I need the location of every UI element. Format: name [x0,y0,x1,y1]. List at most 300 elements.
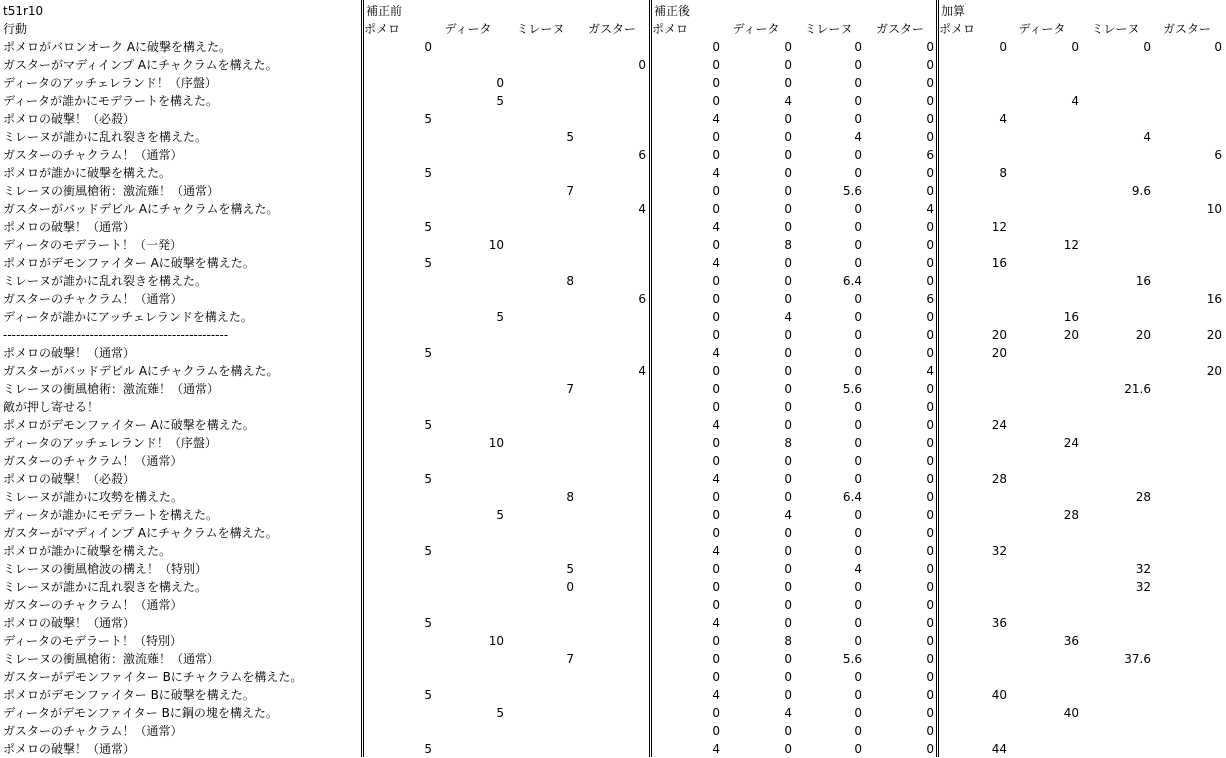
value-cell-sum[interactable] [1162,380,1222,398]
value-cell-after[interactable]: 0 [854,40,862,54]
value-cell-sum[interactable]: 44 [991,742,1007,756]
value-cell-before[interactable] [444,164,504,182]
value-cell-before[interactable] [586,650,646,668]
value-cell-after[interactable]: 0 [926,472,934,486]
value-cell-sum[interactable] [1019,110,1079,128]
value-cell-after[interactable]: 0 [926,76,934,90]
value-cell-after[interactable]: 0 [854,94,862,108]
value-cell-before[interactable] [372,362,432,380]
value-cell-after[interactable]: 0 [784,418,792,432]
action-cell[interactable]: ガスターがデモンファイター Bにチャクラムを構えた。 [3,670,303,684]
value-cell-after[interactable]: 0 [854,634,862,648]
value-cell-after[interactable]: 6 [926,148,934,162]
value-cell-after[interactable]: 0 [712,310,720,324]
value-cell-sum[interactable] [1162,596,1222,614]
value-cell-after[interactable]: 0 [926,616,934,630]
value-cell-before[interactable]: 0 [424,40,432,54]
value-cell-before[interactable] [372,56,432,74]
value-cell-sum[interactable] [1091,668,1151,686]
value-cell-sum[interactable] [1091,686,1151,704]
value-cell-sum[interactable] [1019,470,1079,488]
value-cell-after[interactable]: 6.4 [842,274,862,288]
value-cell-after[interactable]: 0 [784,652,792,666]
column-header-sum-2[interactable]: ミレーヌ [1091,22,1140,36]
action-cell[interactable]: ガスターがバッドデビル Aにチャクラムを構えた。 [3,202,279,216]
value-cell-after[interactable]: 0 [854,526,862,540]
value-cell-before[interactable]: 0 [638,58,646,72]
value-cell-before[interactable]: 5 [424,418,432,432]
value-cell-after[interactable]: 0 [712,328,720,342]
value-cell-sum[interactable] [947,506,1007,524]
value-cell-before[interactable] [372,722,432,740]
action-cell[interactable]: ミレーヌが誰かに乱れ裂きを構えた。 [3,274,208,288]
value-cell-after[interactable]: 4 [784,706,792,720]
value-cell-before[interactable] [372,434,432,452]
value-cell-before[interactable] [372,560,432,578]
action-cell[interactable]: ガスターがマディインプ Aにチャクラムを構えた。 [3,526,278,540]
value-cell-after[interactable]: 0 [712,274,720,288]
value-cell-before[interactable]: 5 [424,472,432,486]
value-cell-before[interactable] [372,272,432,290]
value-cell-sum[interactable]: 32 [991,544,1007,558]
value-cell-after[interactable]: 0 [854,346,862,360]
value-cell-after[interactable]: 0 [854,616,862,630]
value-cell-after[interactable]: 0 [926,346,934,360]
value-cell-sum[interactable]: 12 [991,220,1007,234]
value-cell-after[interactable]: 0 [926,328,934,342]
value-cell-sum[interactable]: 36 [1063,634,1079,648]
value-cell-sum[interactable] [947,560,1007,578]
action-cell[interactable]: ミレーヌの衝風槍波の構え！（特別） [3,562,208,576]
value-cell-after[interactable]: 0 [784,688,792,702]
value-cell-sum[interactable] [1019,614,1079,632]
value-cell-before[interactable] [586,524,646,542]
value-cell-before[interactable] [514,362,574,380]
value-cell-sum[interactable] [947,200,1007,218]
value-cell-before[interactable] [514,470,574,488]
value-cell-after[interactable]: 0 [854,58,862,72]
column-header-before-3[interactable]: ガスター [587,22,636,36]
action-cell[interactable]: ディータのアッチェレランド！（序盤） [3,76,217,90]
value-cell-sum[interactable] [1091,596,1151,614]
action-cell[interactable]: ポメロがバロンオーク Aに破撃を構えた。 [3,40,232,54]
value-cell-before[interactable] [372,524,432,542]
value-cell-before[interactable] [444,146,504,164]
action-cell[interactable]: ミレーヌが誰かに攻勢を構えた。 [3,490,184,504]
value-cell-after[interactable]: 0 [784,328,792,342]
value-cell-after[interactable]: 0 [854,580,862,594]
value-cell-after[interactable]: 0 [712,526,720,540]
value-cell-after[interactable]: 0 [926,94,934,108]
value-cell-after[interactable]: 0 [854,256,862,270]
value-cell-sum[interactable] [947,596,1007,614]
value-cell-after[interactable]: 0 [712,58,720,72]
value-cell-sum[interactable] [947,632,1007,650]
value-cell-after[interactable]: 8 [784,238,792,252]
value-cell-before[interactable] [372,506,432,524]
value-cell-sum[interactable] [1091,290,1151,308]
value-cell-after[interactable]: 0 [784,220,792,234]
value-cell-before[interactable]: 5 [496,508,504,522]
value-cell-before[interactable] [586,452,646,470]
value-cell-before[interactable]: 8 [566,490,574,504]
value-cell-before[interactable] [586,110,646,128]
value-cell-before[interactable] [514,110,574,128]
value-cell-sum[interactable] [1091,452,1151,470]
value-cell-sum[interactable] [1019,398,1079,416]
value-cell-before[interactable] [514,38,574,56]
value-cell-after[interactable]: 4 [926,364,934,378]
value-cell-sum[interactable] [1162,182,1222,200]
value-cell-sum[interactable]: 16 [1206,292,1222,306]
value-cell-sum[interactable] [947,56,1007,74]
column-header-after-0[interactable]: ポメロ [652,22,689,36]
value-cell-sum[interactable]: 12 [1063,238,1079,252]
value-cell-sum[interactable] [947,272,1007,290]
value-cell-sum[interactable] [1019,668,1079,686]
value-cell-sum[interactable] [1019,344,1079,362]
value-cell-after[interactable]: 0 [784,616,792,630]
value-cell-sum[interactable] [1019,722,1079,740]
value-cell-sum[interactable] [1019,416,1079,434]
value-cell-before[interactable] [444,650,504,668]
value-cell-after[interactable]: 0 [926,724,934,738]
value-cell-sum[interactable] [947,146,1007,164]
value-cell-before[interactable]: 8 [566,274,574,288]
value-cell-after[interactable]: 0 [712,40,720,54]
value-cell-sum[interactable] [947,74,1007,92]
value-cell-before[interactable] [372,326,432,344]
value-cell-sum[interactable] [1162,344,1222,362]
value-cell-before[interactable] [586,236,646,254]
value-cell-sum[interactable]: 10 [1206,202,1222,216]
value-cell-after[interactable]: 0 [854,202,862,216]
value-cell-after[interactable]: 0 [712,184,720,198]
value-cell-after[interactable]: 0 [712,706,720,720]
value-cell-after[interactable]: 4 [712,688,720,702]
value-cell-before[interactable] [444,668,504,686]
value-cell-sum[interactable]: 21.6 [1124,382,1151,396]
value-cell-after[interactable]: 8 [784,634,792,648]
value-cell-before[interactable] [514,452,574,470]
value-cell-before[interactable] [444,290,504,308]
value-cell-after[interactable]: 0 [784,76,792,90]
value-cell-before[interactable]: 6 [638,292,646,306]
action-cell[interactable]: ディータが誰かにモデラートを構えた。 [3,508,219,522]
value-cell-after[interactable]: 0 [926,526,934,540]
action-cell[interactable]: ガスターがバッドデビル Aにチャクラムを構えた。 [3,364,279,378]
value-cell-sum[interactable]: 16 [1135,274,1151,288]
value-cell-sum[interactable] [1162,506,1222,524]
value-cell-sum[interactable]: 0 [1143,40,1151,54]
value-cell-before[interactable] [586,164,646,182]
action-cell[interactable]: ポメロが誰かに破撃を構えた。 [3,166,172,180]
value-cell-sum[interactable]: 37.6 [1124,652,1151,666]
value-cell-after[interactable]: 4 [712,256,720,270]
value-cell-before[interactable] [586,704,646,722]
value-cell-after[interactable]: 0 [712,76,720,90]
value-cell-after[interactable]: 0 [854,328,862,342]
value-cell-sum[interactable] [1019,740,1079,758]
value-cell-after[interactable]: 5.6 [842,382,862,396]
value-cell-after[interactable]: 0 [854,472,862,486]
value-cell-sum[interactable] [1162,218,1222,236]
value-cell-after[interactable]: 0 [784,256,792,270]
value-cell-before[interactable] [372,182,432,200]
sheet-title-cell[interactable]: t51r10 [3,4,44,18]
value-cell-before[interactable] [444,182,504,200]
value-cell-before[interactable]: 5 [424,544,432,558]
value-cell-sum[interactable] [1162,704,1222,722]
value-cell-sum[interactable] [947,182,1007,200]
value-cell-after[interactable]: 0 [926,418,934,432]
value-cell-after[interactable]: 0 [784,472,792,486]
value-cell-after[interactable]: 0 [784,202,792,216]
value-cell-before[interactable]: 7 [566,382,574,396]
value-cell-before[interactable] [586,398,646,416]
value-cell-before[interactable] [444,56,504,74]
value-cell-after[interactable]: 0 [854,508,862,522]
value-cell-after[interactable]: 0 [712,364,720,378]
value-cell-sum[interactable] [1091,470,1151,488]
value-cell-after[interactable]: 5.6 [842,184,862,198]
value-cell-after[interactable]: 4 [854,130,862,144]
value-cell-sum[interactable] [1019,542,1079,560]
value-cell-after[interactable]: 0 [712,148,720,162]
value-cell-before[interactable] [586,686,646,704]
value-cell-after[interactable]: 0 [854,220,862,234]
value-cell-after[interactable]: 0 [784,400,792,414]
value-cell-sum[interactable] [1162,470,1222,488]
value-cell-before[interactable] [444,344,504,362]
value-cell-sum[interactable] [1162,308,1222,326]
value-cell-after[interactable]: 0 [712,436,720,450]
value-cell-before[interactable]: 10 [488,238,504,252]
value-cell-after[interactable]: 8 [784,436,792,450]
value-cell-sum[interactable]: 28 [991,472,1007,486]
value-cell-after[interactable]: 0 [712,580,720,594]
value-cell-sum[interactable] [1162,164,1222,182]
value-cell-before[interactable] [444,380,504,398]
value-cell-after[interactable]: 0 [712,562,720,576]
value-cell-after[interactable]: 0 [784,670,792,684]
value-cell-sum[interactable] [1091,218,1151,236]
value-cell-sum[interactable] [1019,74,1079,92]
value-cell-after[interactable]: 4 [712,346,720,360]
value-cell-after[interactable]: 0 [784,490,792,504]
value-cell-after[interactable]: 4 [712,742,720,756]
value-cell-after[interactable]: 4 [712,418,720,432]
value-cell-sum[interactable]: 40 [991,688,1007,702]
value-cell-sum[interactable] [947,236,1007,254]
value-cell-after[interactable]: 4 [784,310,792,324]
value-cell-sum[interactable]: 24 [1063,436,1079,450]
value-cell-sum[interactable]: 32 [1135,580,1151,594]
value-cell-sum[interactable] [1019,146,1079,164]
value-cell-before[interactable] [586,632,646,650]
column-header-before-1[interactable]: ディータ [444,22,492,36]
value-cell-before[interactable]: 5 [424,742,432,756]
value-cell-sum[interactable] [1162,434,1222,452]
value-cell-before[interactable] [444,200,504,218]
value-cell-before[interactable] [586,416,646,434]
value-cell-before[interactable]: 4 [638,364,646,378]
value-cell-after[interactable]: 0 [712,652,720,666]
value-cell-sum[interactable] [1019,200,1079,218]
value-cell-after[interactable]: 0 [784,166,792,180]
value-cell-sum[interactable] [1162,650,1222,668]
action-cell[interactable]: ガスターのチャクラム！（通常） [3,598,183,612]
value-cell-before[interactable] [444,488,504,506]
value-cell-before[interactable]: 5 [496,310,504,324]
value-cell-before[interactable] [444,578,504,596]
value-cell-before[interactable]: 0 [566,580,574,594]
value-cell-sum[interactable] [1019,218,1079,236]
value-cell-sum[interactable] [1162,128,1222,146]
value-cell-after[interactable]: 0 [712,598,720,612]
value-cell-after[interactable]: 0 [926,634,934,648]
value-cell-before[interactable] [444,362,504,380]
action-cell[interactable]: ディータが誰かにモデラートを構えた。 [3,94,219,108]
value-cell-sum[interactable]: 16 [991,256,1007,270]
value-cell-after[interactable]: 0 [854,544,862,558]
value-cell-before[interactable] [444,740,504,758]
value-cell-after[interactable]: 0 [926,220,934,234]
value-cell-before[interactable] [586,542,646,560]
value-cell-sum[interactable]: 0 [999,40,1007,54]
value-cell-before[interactable] [372,650,432,668]
value-cell-before[interactable] [514,524,574,542]
value-cell-after[interactable]: 4 [712,166,720,180]
value-cell-before[interactable]: 5 [424,166,432,180]
value-cell-sum[interactable] [1091,704,1151,722]
value-cell-before[interactable] [444,452,504,470]
value-cell-sum[interactable]: 4 [999,112,1007,126]
value-cell-sum[interactable] [947,704,1007,722]
value-cell-before[interactable] [444,254,504,272]
value-cell-before[interactable] [514,542,574,560]
value-cell-after[interactable]: 0 [784,112,792,126]
value-cell-sum[interactable]: 40 [1063,706,1079,720]
action-cell[interactable]: ガスターのチャクラム！（通常） [3,454,183,468]
action-cell[interactable]: ガスターのチャクラム！（通常） [3,148,183,162]
column-header-before-0[interactable]: ポメロ [364,22,401,36]
value-cell-sum[interactable] [1091,56,1151,74]
value-cell-after[interactable]: 5.6 [842,652,862,666]
value-cell-sum[interactable] [1162,722,1222,740]
value-cell-before[interactable] [586,560,646,578]
value-cell-after[interactable]: 0 [784,454,792,468]
value-cell-before[interactable]: 7 [566,184,574,198]
value-cell-before[interactable] [444,110,504,128]
value-cell-sum[interactable] [1091,164,1151,182]
value-cell-before[interactable]: 5 [424,346,432,360]
column-header-sum-3[interactable]: ガスター [1162,22,1211,36]
value-cell-before[interactable] [372,596,432,614]
action-cell[interactable]: ポメロの破撃！（必殺） [3,112,136,126]
value-cell-after[interactable]: 0 [712,490,720,504]
value-cell-before[interactable]: 4 [638,202,646,216]
value-cell-before[interactable] [514,344,574,362]
value-cell-sum[interactable] [1162,110,1222,128]
value-cell-before[interactable] [514,704,574,722]
action-cell[interactable]: ---------------------------------------------------- [3,328,229,342]
value-cell-after[interactable]: 0 [784,562,792,576]
value-cell-after[interactable]: 0 [926,382,934,396]
value-cell-sum[interactable] [1019,596,1079,614]
value-cell-before[interactable]: 5 [566,562,574,576]
value-cell-after[interactable]: 0 [926,742,934,756]
value-cell-after[interactable]: 0 [926,544,934,558]
value-cell-before[interactable]: 10 [488,436,504,450]
value-cell-sum[interactable] [1091,506,1151,524]
value-cell-before[interactable] [372,74,432,92]
value-cell-sum[interactable] [947,434,1007,452]
value-cell-before[interactable] [444,272,504,290]
value-cell-sum[interactable] [1162,686,1222,704]
value-cell-before[interactable]: 10 [488,634,504,648]
value-cell-before[interactable] [372,488,432,506]
value-cell-before[interactable] [514,146,574,164]
value-cell-before[interactable] [514,596,574,614]
value-cell-before[interactable] [514,164,574,182]
value-cell-sum[interactable] [1091,362,1151,380]
value-cell-before[interactable] [372,632,432,650]
value-cell-after[interactable]: 0 [926,490,934,504]
value-cell-sum[interactable]: 28 [1063,508,1079,522]
value-cell-after[interactable]: 0 [926,562,934,576]
action-cell[interactable]: ポメロがデモンファイター Aに破撃を構えた。 [3,256,255,270]
value-cell-after[interactable]: 0 [784,382,792,396]
value-cell-before[interactable] [586,38,646,56]
value-cell-after[interactable]: 0 [926,256,934,270]
action-cell[interactable]: ポメロがデモンファイター Aに破撃を構えた。 [3,418,255,432]
value-cell-after[interactable]: 0 [784,58,792,72]
value-cell-sum[interactable] [947,668,1007,686]
value-cell-sum[interactable] [1091,632,1151,650]
value-cell-sum[interactable] [1091,524,1151,542]
value-cell-before[interactable] [514,434,574,452]
value-cell-after[interactable]: 0 [854,238,862,252]
value-cell-after[interactable]: 0 [926,436,934,450]
value-cell-after[interactable]: 4 [712,616,720,630]
value-cell-sum[interactable]: 0 [1214,40,1222,54]
value-cell-sum[interactable] [1162,488,1222,506]
value-cell-sum[interactable]: 36 [991,616,1007,630]
value-cell-after[interactable]: 0 [926,130,934,144]
action-cell[interactable]: ポメロの破撃！（通常） [3,616,136,630]
value-cell-sum[interactable]: 20 [1135,328,1151,342]
value-cell-before[interactable] [372,380,432,398]
value-cell-after[interactable]: 4 [712,220,720,234]
value-cell-sum[interactable] [1162,560,1222,578]
value-cell-sum[interactable] [1091,92,1151,110]
value-cell-sum[interactable] [1162,578,1222,596]
value-cell-after[interactable]: 0 [926,40,934,54]
action-cell[interactable]: ポメロの破撃！（通常） [3,346,136,360]
value-cell-after[interactable]: 0 [926,166,934,180]
action-cell[interactable]: ガスターがマディインプ Aにチャクラムを構えた。 [3,58,278,72]
value-cell-sum[interactable] [1019,128,1079,146]
value-cell-sum[interactable] [1162,614,1222,632]
action-cell[interactable]: ディータのアッチェレランド！（序盤） [3,436,217,450]
value-cell-sum[interactable] [1019,290,1079,308]
value-cell-before[interactable] [586,614,646,632]
value-cell-sum[interactable]: 4 [1071,94,1079,108]
value-cell-sum[interactable] [947,650,1007,668]
value-cell-after[interactable]: 4 [712,544,720,558]
value-cell-after[interactable]: 0 [784,544,792,558]
